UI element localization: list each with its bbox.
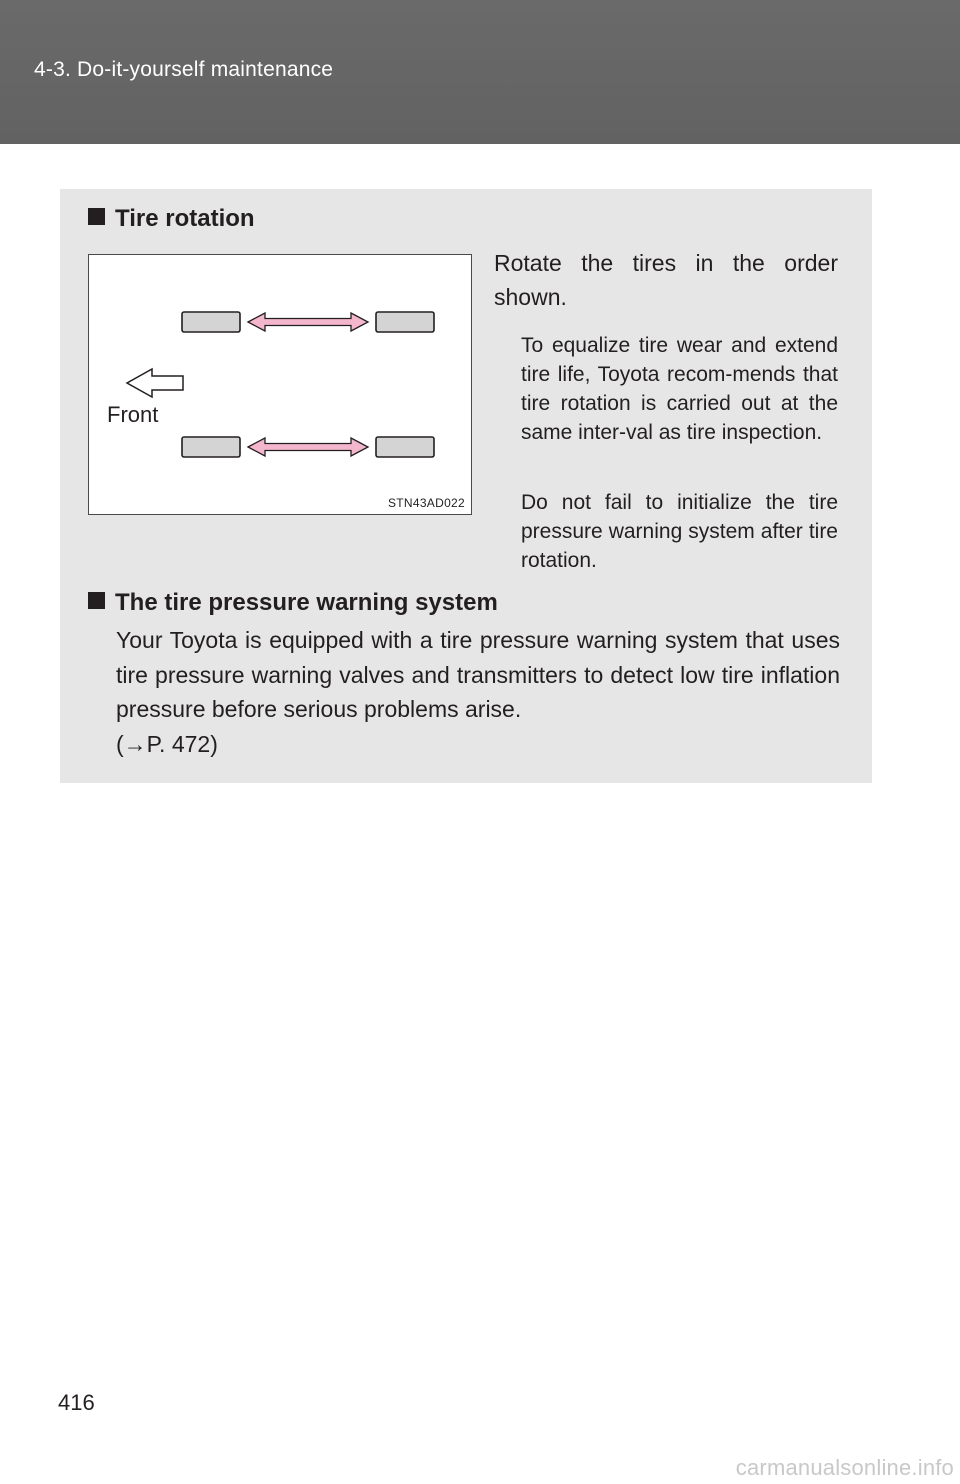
tire-rotation-diagram xyxy=(88,254,472,515)
tpws-body-text: Your Toyota is equipped with a tire pressure warning system that uses tire pressure warning valves and transmitters to detect low tire inflation pressure before serious problems arise. xyxy=(116,627,840,722)
swap-arrow-lower-icon xyxy=(248,438,368,456)
tpws-heading-text: The tire pressure warning system xyxy=(115,589,498,616)
page-number: 416 xyxy=(58,1390,95,1415)
watermark: carmanualsonline.info xyxy=(735,1455,954,1480)
tire-front-left xyxy=(182,312,240,332)
tpws-heading xyxy=(88,589,498,617)
front-label: Front xyxy=(107,402,159,427)
tire-rotation-heading-text: Tire rotation xyxy=(115,205,255,232)
tire-rear-right xyxy=(376,437,434,457)
front-direction-arrow-icon xyxy=(127,369,183,397)
tire-rotation-lead-text: Rotate the tires in the order shown. xyxy=(494,250,838,310)
section-title: 4-3. Do-it-yourself maintenance xyxy=(34,58,334,81)
tire-rear-left xyxy=(376,312,434,332)
page-reference-link[interactable]: (→P. 472) xyxy=(116,731,218,757)
tire-rotation-note-initialize: Do not fail to initialize the tire pressure warning system after tire rotation. xyxy=(521,491,838,572)
square-bullet-icon xyxy=(88,208,105,225)
tire-rotation-note-wear: To equalize tire wear and extend tire life, Toyota recom-mends that tire rotation is carried out at the same inter-val as tire inspection. xyxy=(521,334,838,444)
swap-arrow-upper-icon xyxy=(248,313,368,331)
tire-rotation-heading xyxy=(88,205,255,233)
square-bullet-icon xyxy=(88,592,105,609)
tire-front-right xyxy=(182,437,240,457)
tire-rotation-diagram-svg xyxy=(89,255,473,516)
figure-code: STN43AD022 xyxy=(387,496,465,510)
